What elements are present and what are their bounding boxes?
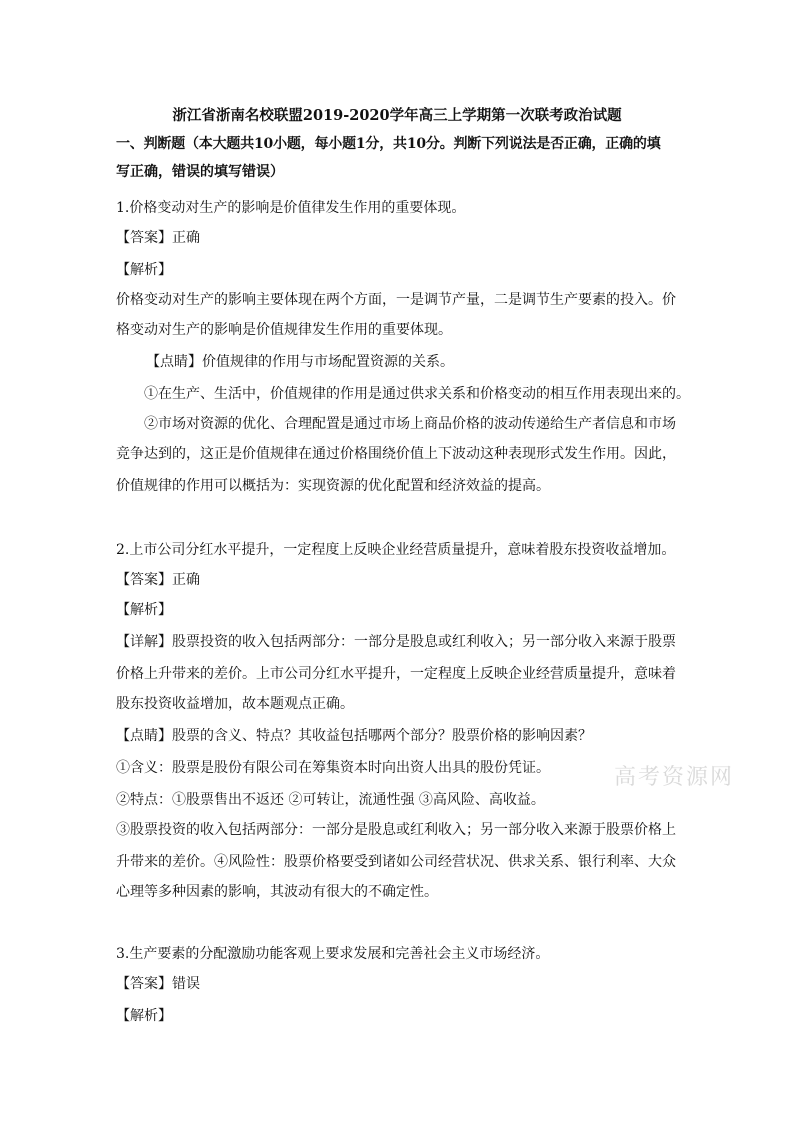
q1-point-1: ①在生产、生活中，价值规律的作用是通过供求关系和价格变动的相互作用表现出来的。 — [144, 386, 690, 402]
q3-answer: 【答案】错误 — [116, 976, 200, 992]
watermark: 高考资源网 — [614, 765, 735, 790]
q2-point: 【点睛】股票的含义、特点？其收益包括哪两个部分？股票价格的影响因素？ — [116, 728, 592, 744]
q3-analysis-label: 【解析】 — [116, 1008, 172, 1024]
q2-point-3c: 心理等多种因素的影响，其波动有很大的不确定性。 — [116, 884, 438, 900]
q1-point-2b: 竞争达到的，这正是价值规律在通过价格围绕价值上下波动这种表现形式发生作用。因此， — [116, 446, 676, 462]
doc-title: 浙江省浙南名校联盟2019-2020学年高三上学期第一次联考政治试题 — [172, 107, 622, 124]
q1-analysis-line-1: 价格变动对生产的影响主要体现在两个方面，一是调节产量，二是调节生产要素的投入。价 — [116, 292, 676, 308]
q1-question: 1.价格变动对生产的影响是价值律发生作用的重要体现。 — [116, 200, 466, 216]
q2-detail-line-3: 股东投资收益增加，故本题观点正确。 — [116, 696, 354, 712]
q1-point: 【点睛】价值规律的作用与市场配置资源的关系。 — [146, 354, 454, 370]
q2-point-2: ②特点：①股票售出不返还 ②可转让，流通性强 ③高风险、高收益。 — [116, 792, 545, 808]
q1-analysis-line-2: 格变动对生产的影响是价值规律发生作用的重要体现。 — [116, 322, 452, 338]
q2-answer: 【答案】正确 — [116, 572, 200, 588]
q2-point-3b: 升带来的差价。④风险性：股票价格要受到诸如公司经营状况、供求关系、银行利率、大众 — [116, 854, 676, 870]
section-header-line-1: 一、判断题（本大题共10小题，每小题1分，共10分。判断下列说法是否正确，正确的填 — [116, 136, 661, 152]
q2-point-1: ①含义：股票是股份有限公司在筹集资本时向出资人出具的股份凭证。 — [116, 760, 550, 776]
q1-point-2a: ②市场对资源的优化、合理配置是通过市场上商品价格的波动传递给生产者信息和市场 — [144, 416, 676, 432]
q2-question: 2.上市公司分红水平提升，一定程度上反映企业经营质量提升，意味着股东投资收益增加。 — [116, 542, 676, 558]
q3-question: 3.生产要素的分配激励功能客观上要求发展和完善社会主义市场经济。 — [116, 946, 550, 962]
q1-analysis-label: 【解析】 — [116, 262, 172, 278]
q2-analysis-label: 【解析】 — [116, 602, 172, 618]
q2-detail-line-2: 价格上升带来的差价。上市公司分红水平提升，一定程度上反映企业经营质量提升，意味着 — [116, 666, 676, 682]
q2-point-3a: ③股票投资的收入包括两部分：一部分是股息或红利收入；另一部分收入来源于股票价格上 — [116, 822, 676, 838]
section-header-line-2: 写正确，错误的填写错误） — [116, 164, 284, 180]
q1-answer: 【答案】正确 — [116, 230, 200, 246]
q1-point-2c: 价值规律的作用可以概括为：实现资源的优化配置和经济效益的提高。 — [116, 478, 550, 494]
q2-detail-line-1: 【详解】股票投资的收入包括两部分：一部分是股息或红利收入；另一部分收入来源于股票 — [116, 634, 676, 650]
